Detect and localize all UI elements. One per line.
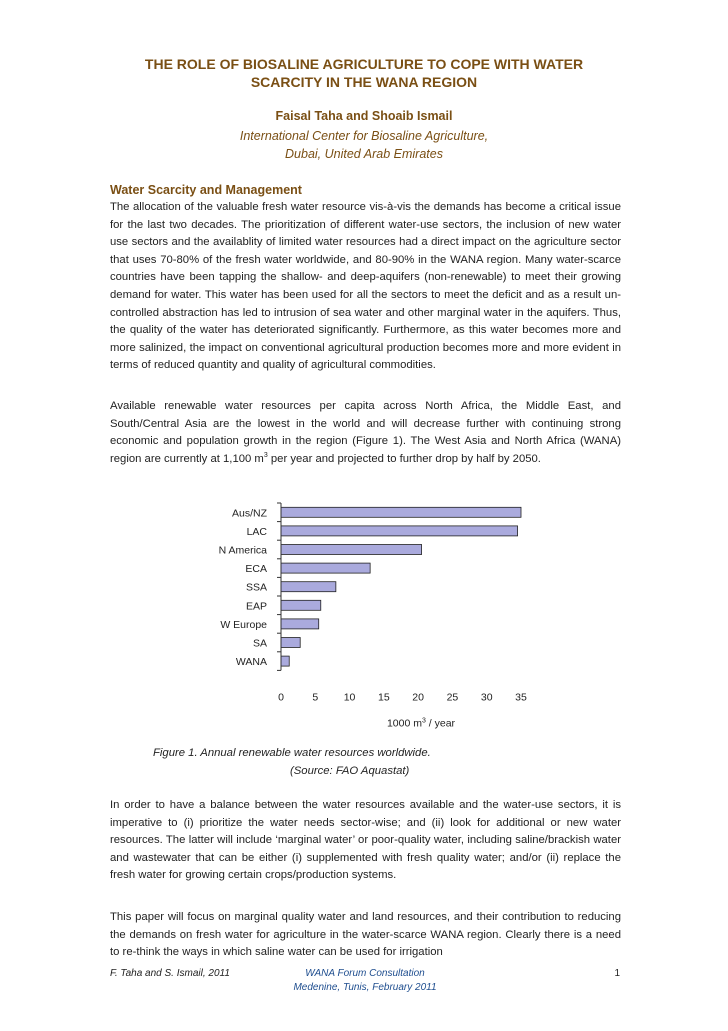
bar-eca <box>281 563 370 573</box>
category-label: ECA <box>245 563 267 576</box>
footer-center-line-2: Medenine, Tunis, February 2011 <box>293 982 437 993</box>
x-tick-label: 15 <box>378 691 390 704</box>
affiliation <box>110 127 618 163</box>
bar-eap <box>281 600 321 610</box>
section-heading: Water Scarcity and Management <box>110 183 302 197</box>
x-tick-label: 35 <box>515 691 527 704</box>
x-label-main: 1000 m <box>386 717 422 730</box>
category-label: N America <box>218 544 267 557</box>
bar-wana <box>281 656 289 666</box>
chart-tick-labels <box>278 691 527 703</box>
x-tick-label: 25 <box>446 691 459 704</box>
category-label: Aus/NZ <box>231 507 267 520</box>
water-resources-chart <box>0 495 728 735</box>
paragraph-1: The allocation of the valuable fresh water resource vis-à-vis the demands has become a critical issue for the last two decades. The prioritization of different water-use sectors, the inclusion of new water use sectors and the availablity of limited water resources had a direct impact on the agriculture sector that uses 70-80% of the fresh water worldwide, and 80-90% in the WANA region. Many water-scarce countries have been tapping the shallow- and deep-aquifers (non-renewable) to meet their growing demand for water. This water has been used for all the sectors to meet the deficit and as a result un-controlled abstraction has led to intrusion of sea water and other marginal water in the aquifers. Thus, the quality of the water has deteriorated significantly. Furthermore, as this water becomes more and more salinized, the impact on conventional agricultural production becomes more and more evident in terms of reduced quantity and quality of agricultural commodities. <box>110 201 621 372</box>
bar-aus-nz <box>281 507 521 517</box>
chart-bars <box>281 507 521 666</box>
footer-center-line-1: WANA Forum Consultation <box>305 968 425 979</box>
category-label: SSA <box>245 581 267 594</box>
bar-w-europe <box>281 619 319 629</box>
bar-sa <box>281 638 300 648</box>
figure-caption <box>110 745 621 780</box>
bar-lac <box>281 526 518 536</box>
x-label-tail: / year <box>425 717 456 730</box>
category-label: W Europe <box>220 618 267 631</box>
bar-ssa <box>281 582 336 592</box>
paragraph-2-text-b: per year and projected to further drop by half by 2050. <box>267 452 541 465</box>
paragraph-2-text-a: Available renewable water resources per capita across North Africa, the Middle East, and South/Central Asia are the lowest in the world and will decrease further with continuing strong economic and population growth in the region (Figure 1). The West Asia and North Africa (WANA) region are currently at 1,100 m <box>110 400 621 465</box>
chart-axis-ticks <box>277 503 281 670</box>
x-tick-label: 10 <box>343 691 356 704</box>
x-tick-label: 20 <box>412 691 424 704</box>
caption-line-2: (Source: FAO Aquastat) <box>290 764 410 777</box>
x-tick-label: 5 <box>312 691 319 704</box>
paragraph-3: In order to have a balance between the water resources available and the water-use sectors, it is imperative to (i) prioritize the water needs sector-wise; and (ii) look for additional or new water resources. The latter will include ‘marginal water’ or poor-quality water, including saline/brackish water and wastewater that can be either (i) supplemented with fresh quality water; and/or (ii) replace the fresh water for growing certain crops/production systems. <box>110 799 621 882</box>
footer-center <box>270 967 460 995</box>
title-line-1: THE ROLE OF BIOSALINE AGRICULTURE TO COPE WITH WATER <box>144 56 584 72</box>
category-label: WANA <box>235 656 267 669</box>
footer-left: F. Taha and S. Ismail, 2011 <box>110 968 230 979</box>
category-label: LAC <box>246 525 267 538</box>
category-label: EAP <box>245 600 267 613</box>
affiliation-line-2: Dubai, United Arab Emirates <box>285 147 443 161</box>
chart-category-labels <box>219 507 268 668</box>
affiliation-line-1: International Center for Biosaline Agriculture, <box>239 129 489 143</box>
page-number: 1 <box>614 968 620 979</box>
caption-line-1: Figure 1. Annual renewable water resources worldwide. <box>153 747 431 759</box>
paragraph-4: This paper will focus on marginal quality water and land resources, and their contribution to reducing the demands on fresh water for agriculture in the water-scarce WANA region. Clearly there is a need to re-think the ways in which saline water can be used for irrigation <box>110 911 621 959</box>
paragraph-2-superscript: 3 <box>263 452 268 460</box>
authors: Faisal Taha and Shoaib Ismail <box>275 109 453 123</box>
x-tick-label: 30 <box>480 691 493 704</box>
x-tick-label: 0 <box>278 691 284 704</box>
x-label-superscript: 3 <box>421 717 426 725</box>
title-line-2: SCARCITY IN THE WANA REGION <box>250 74 478 90</box>
bar-n-america <box>281 545 422 555</box>
paragraph-2 <box>110 398 621 468</box>
chart-x-axis-label <box>387 717 456 729</box>
paper-title <box>120 55 608 91</box>
category-label: SA <box>252 637 267 650</box>
